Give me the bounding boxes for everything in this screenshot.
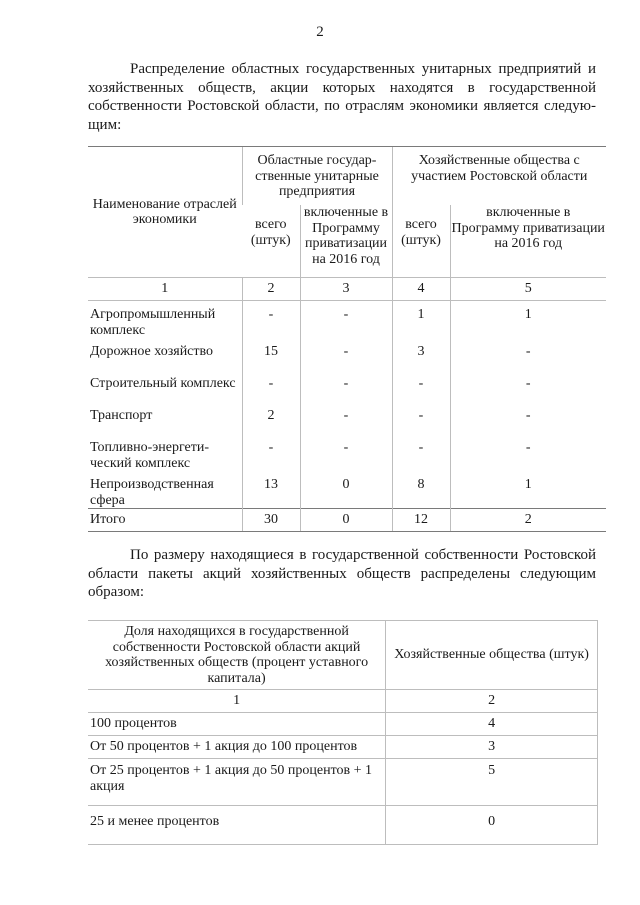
table-row xyxy=(88,338,606,370)
industry-name: Топливно-энергети-ческий комплекс xyxy=(90,440,209,471)
header-included-companies: включенные в Программу приватизации на 2016 год xyxy=(450,205,606,278)
share-range: 100 процентов xyxy=(88,713,386,736)
header-state-enterprises: Областные государ-ственные унитарные предприятия xyxy=(242,147,392,206)
header-industry-name: Наименование отраслей экономики xyxy=(88,147,242,278)
cell-value: 0 xyxy=(300,471,392,509)
company-count: 3 xyxy=(386,736,598,759)
cell-value: 1 xyxy=(392,301,450,339)
industry-distribution-table xyxy=(88,146,606,532)
header-share: Доля находящихся в государственной собственности Ростовской области акций хозяйственных обществ (процент уставного капитала) xyxy=(88,621,386,690)
table-row xyxy=(88,434,606,471)
total-label: Итого xyxy=(88,509,242,532)
cell-value: - xyxy=(300,370,392,402)
cell-value: - xyxy=(392,402,450,434)
column-number-row xyxy=(88,278,606,301)
table-row xyxy=(88,736,598,759)
header-total-enterprises: всего (штук) xyxy=(250,217,291,248)
share-size-table xyxy=(88,620,598,845)
cell-value: - xyxy=(450,434,606,471)
cell-value: - xyxy=(450,338,606,370)
page-number: 2 xyxy=(316,24,324,40)
cell-value: 3 xyxy=(392,338,450,370)
industry-name: Транспорт xyxy=(90,408,153,423)
cell-value: - xyxy=(300,402,392,434)
cell-value: - xyxy=(242,370,300,402)
cell-value: - xyxy=(242,434,300,471)
column-number: 2 xyxy=(386,690,598,713)
company-count: 5 xyxy=(386,759,598,806)
column-number: 3 xyxy=(300,278,392,301)
share-range: От 50 процентов + 1 акция до 100 процентов xyxy=(88,736,386,759)
cell-value: - xyxy=(242,301,300,339)
total-row xyxy=(88,509,606,532)
industry-name: Агропромышленный комплекс xyxy=(90,307,216,338)
column-number-row xyxy=(88,690,598,713)
table-row xyxy=(88,806,598,845)
table-row xyxy=(88,301,606,339)
cell-value: 2 xyxy=(242,402,300,434)
table-row xyxy=(88,471,606,509)
cell-value: - xyxy=(450,402,606,434)
cell-value: - xyxy=(300,301,392,339)
industry-name: Строительный комплекс xyxy=(90,376,236,391)
table-row xyxy=(88,402,606,434)
column-number: 5 xyxy=(450,278,606,301)
header-row xyxy=(88,621,598,690)
total-value: 0 xyxy=(300,509,392,532)
cell-value: - xyxy=(392,370,450,402)
cell-value: 15 xyxy=(242,338,300,370)
shares-paragraph: По размеру находящиеся в государственной собственности Ростовской области пакеты акций хозяйственных обществ распределены следующим образом: xyxy=(88,547,596,600)
table-row xyxy=(88,713,598,736)
total-value: 12 xyxy=(392,509,450,532)
cell-value: - xyxy=(300,434,392,471)
cell-value: 8 xyxy=(392,471,450,509)
header-included-enterprises: включенные в Программу приватизации на 2016 год xyxy=(300,205,392,278)
cell-value: - xyxy=(392,434,450,471)
total-value: 30 xyxy=(242,509,300,532)
column-number: 2 xyxy=(242,278,300,301)
company-count: 4 xyxy=(386,713,598,736)
total-value: 2 xyxy=(450,509,606,532)
share-range: 25 и менее процентов xyxy=(88,806,386,845)
cell-value: - xyxy=(300,338,392,370)
industry-name: Дорожное хозяйство xyxy=(90,344,214,359)
industry-name: Непроизводственная сфера xyxy=(90,477,214,508)
company-count: 0 xyxy=(386,806,598,845)
header-total-companies: всего (штук) xyxy=(392,205,450,278)
cell-value: 1 xyxy=(450,471,606,509)
share-range: От 25 процентов + 1 акция до 50 процентов + 1 акция xyxy=(88,759,386,806)
cell-value: 13 xyxy=(242,471,300,509)
cell-value: 1 xyxy=(450,301,606,339)
intro-paragraph: Распределение областных государственных унитарных предприятий и хозяйственных обществ, акции которых находятся в государственной собственности Ростовской области, по отраслям экономики является следую-щим: xyxy=(88,61,596,133)
header-business-companies: Хозяйственные общества с участием Ростовской области xyxy=(392,147,606,206)
header-companies: Хозяйственные общества (штук) xyxy=(386,621,598,690)
table-row xyxy=(88,759,598,806)
column-number: 1 xyxy=(88,278,242,301)
table-row xyxy=(88,370,606,402)
column-number: 1 xyxy=(88,690,386,713)
cell-value: - xyxy=(450,370,606,402)
column-number: 4 xyxy=(392,278,450,301)
